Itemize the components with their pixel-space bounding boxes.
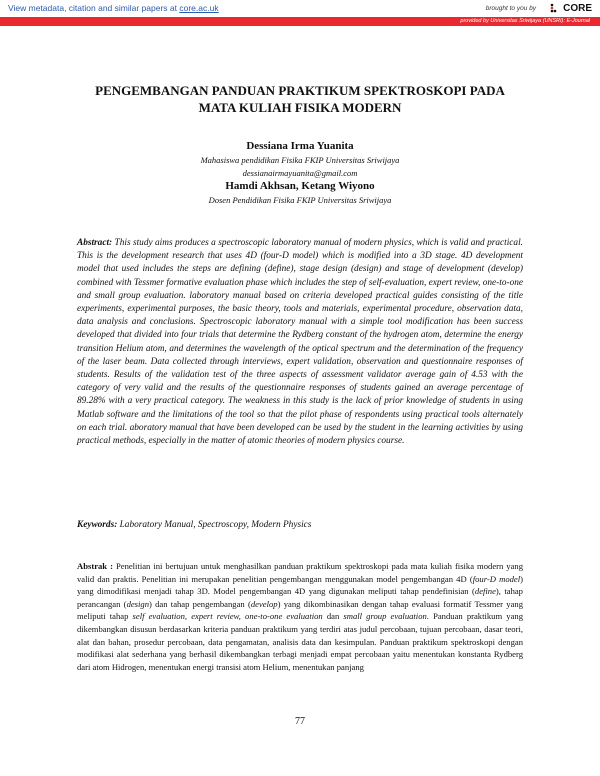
author-1-affiliation: Mahasiswa pendidikan Fisika FKIP Universitas Sriwijaya xyxy=(200,155,400,165)
abstrak-italic-3: design xyxy=(126,598,149,609)
core-logo-icon xyxy=(549,2,561,14)
abstrak-label: Abstrak : xyxy=(77,561,113,571)
author-2-affiliation: Dosen Pendidikan Fisika FKIP Universitas Sriwijaya xyxy=(208,195,392,205)
title-line-2: MATA KULIAH FISIKA MODERN xyxy=(198,100,402,115)
author-1-email: dessianairmayuanita@gmail.com xyxy=(242,168,358,178)
author-2-names: Hamdi Akhsan, Ketang Wiyono xyxy=(225,180,375,192)
keywords-text: Laboratory Manual, Spectroscopy, Modern Physics xyxy=(119,520,312,530)
abstrak-text-4: ) dan tahap pengembangan ( xyxy=(149,598,251,609)
english-abstract xyxy=(77,237,523,448)
abstrak-text-6: dan xyxy=(322,611,344,622)
page-number: 77 xyxy=(295,716,305,727)
provider-strip xyxy=(0,17,600,26)
paper-title xyxy=(60,82,540,116)
abstrak-text-2: ) yang dimodifikasi menjadi tahap 3D. Model pengembangan 4D yang digunakan meliputi tahap pendefinisian ( xyxy=(77,573,523,597)
keywords-label: Keywords: xyxy=(77,520,118,530)
abstrak-italic-2: define xyxy=(474,586,496,597)
abstrak-italic-6: small group evaluation xyxy=(343,611,427,622)
abstract-text: This study aims produces a spectroscopic laboratory manual of modern physics, which is valid and practical. This is the development research that uses 4D (four-D model) which is modified into a 3D stage. 4D development model that used includes the steps are defining (define), stage design (design) and stage of development (develop) combined with Tessmer formative evaluation phase which includes the step of self-evaluation, expert review, one-to-one and small group evaluation. laboratory manual based on criteria developed practical guides consisting of the title experiments, experimental purposes, the basic theory, tools and materials, experimental procedure, observation data, data analysis and conclusions. Spectroscopic laboratory manual with a simple tool modification has been success developed that divided into four trials that determine the Rydberg constant of the hydrogen atom, determine the energy transition Helium atom, and determines the wavelength of the optical spectrum and the determination of the frequency of the laser beam. Data collected through interviews, expert validation, observation and questionnaire responses of students. Results of the validation test of the three aspects of assessment validator average gain of 4.53 with the category of very valid and the results of the questionnaire responses of students gained an average percentage of 89.28% with a very practical category. The weakness in this study is the lack of prior knowledge of students in using Matlab software and the limitations of the tool so that the pilot phase of respondents using practical tools alternately on each trial. aboratory manual that have been developed can be used by the student in the learning activities by using practical methods, especially in the matter of atomic theories of modern physics course. xyxy=(77,238,523,447)
author-1-name: Dessiana Irma Yuanita xyxy=(246,140,354,152)
core-metadata-link[interactable]: View metadata, citation and similar papers at core.ac.uk xyxy=(8,3,219,13)
abstrak-text-7: . Panduan praktikum yang dikembangkan disusun berdasarkan kriteria panduan praktikum yang terdiri atas judul percobaan, tujuan percobaan, dasar teori, alat dan bahan, prosedur percobaan, data pengamatan, analisis data dan kesimpulan. Panduan praktikum spektroskopi dengan modifikasi alat sederhana yang berhasil dikembangkan terbagi menjadi empat percobaan yaitu menentukan konstanta Rydberg dari atom Hidrogen, menentukan energi transisi atom Helium, menentukan panjang xyxy=(77,611,523,672)
abstrak-italic-1: four-D model xyxy=(472,573,521,584)
core-logo-text: CORE xyxy=(563,2,592,14)
abstrak-text-5: ) yang dikombinasikan dengan tahap evaluasi formatif Tessmer yang meliputi tahap xyxy=(77,598,523,622)
indonesian-abstract xyxy=(77,560,523,673)
core-url[interactable]: core.ac.uk xyxy=(179,3,219,13)
keywords xyxy=(77,520,523,530)
abstrak-text-1: Penelitian ini bertujuan untuk menghasilkan panduan praktikum spektroskopi pada mata kuliah fisika modern yang valid dan praktis. Penelitian ini merupakan penelitian pengembangan menggunakan model pengembangan 4D ( xyxy=(77,561,523,584)
brought-by-text: brought to you by xyxy=(485,5,536,12)
title-line-1: PENGEMBANGAN PANDUAN PRAKTIKUM SPEKTROSKOPI PADA xyxy=(95,83,505,98)
abstract-label: Abstract: xyxy=(77,238,113,248)
abstrak-italic-4: develop xyxy=(250,598,278,609)
abstrak-italic-5: self evaluation, expert review, one-to-one evaluation xyxy=(132,611,323,622)
core-banner xyxy=(0,0,600,17)
abstrak-text-3: ), tahap perancangan ( xyxy=(77,586,523,609)
provided-by-text: provided by Universitas Sriwijaya (UNSRI): E-Journal xyxy=(460,18,590,24)
core-logo[interactable] xyxy=(549,2,592,14)
